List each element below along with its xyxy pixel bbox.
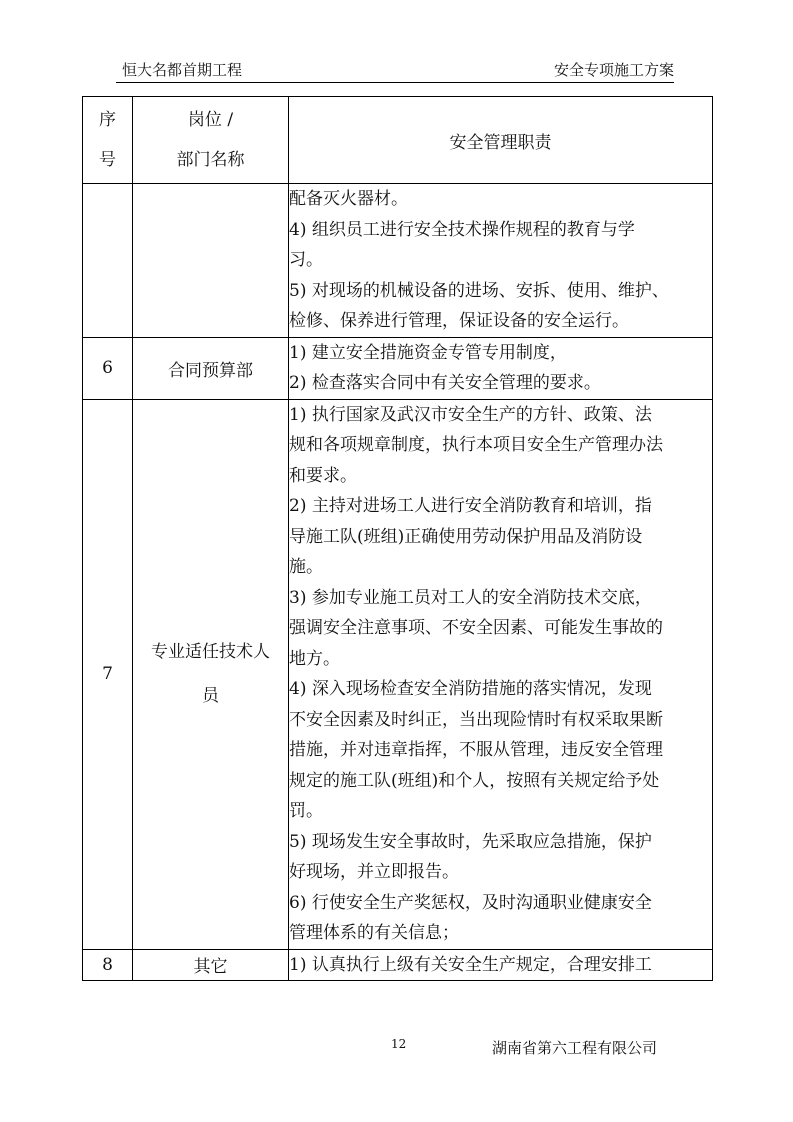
header-number-line2: 号 bbox=[99, 150, 116, 170]
duty-line: 检修、保养进行管理，保证设备的安全运行。 bbox=[289, 311, 629, 331]
row-dept-line1: 专业适任技术人 bbox=[151, 642, 270, 662]
duty-line: 强调安全注意事项、不安全因素、可能发生事故的 bbox=[289, 618, 663, 638]
header-dept-cell bbox=[133, 97, 289, 184]
duty-line: 和要求。 bbox=[289, 465, 357, 486]
header-document-title: 安全专项施工方案 bbox=[553, 61, 674, 79]
row-dept bbox=[133, 399, 289, 949]
row-dept-line2: 员 bbox=[202, 686, 219, 706]
duty-line: 不安全因素及时纠正，当出现险情时有权采取果断 bbox=[289, 709, 663, 730]
duty-line: 好现场，并立即报告。 bbox=[289, 862, 459, 882]
row-duties bbox=[289, 184, 713, 338]
duty-line: 地方。 bbox=[289, 648, 340, 669]
duties-table bbox=[82, 96, 713, 981]
duty-line: 4) 深入现场检查安全消防措施的落实情况，发现 bbox=[289, 679, 652, 699]
duty-line: 规定的施工队(班组)和个人，按照有关规定给予处 bbox=[289, 770, 660, 791]
duty-line: 1) 执行国家及武汉市安全生产的方针、政策、法 bbox=[289, 404, 652, 425]
row-dept bbox=[133, 184, 289, 338]
row-number: 8 bbox=[83, 949, 133, 981]
duty-line: 1) 认真执行上级有关安全生产规定，合理安排工 bbox=[289, 954, 652, 975]
page-number: 12 bbox=[391, 1037, 407, 1051]
duty-line: 2) 主持对进场工人进行安全消防教育和培训，指 bbox=[289, 496, 652, 516]
table-row bbox=[83, 399, 713, 949]
row-number: 7 bbox=[83, 399, 133, 949]
duty-line: 6) 行使安全生产奖惩权，及时沟通职业健康安全 bbox=[289, 892, 652, 913]
row-dept: 其它 bbox=[133, 949, 289, 981]
duty-line: 1) 建立安全措施资金专管专用制度， bbox=[289, 342, 567, 363]
duty-line: 规和各项规章制度，执行本项目安全生产管理办法 bbox=[289, 435, 663, 455]
header-dept-line1: 岗位 / bbox=[187, 110, 234, 130]
row-duties bbox=[289, 949, 713, 981]
duty-line: 4) 组织员工进行安全技术操作规程的教育与学 bbox=[289, 219, 635, 240]
duty-line: 5) 对现场的机械设备的进场、安拆、使用、维护、 bbox=[289, 280, 669, 301]
header-number-cell bbox=[83, 97, 133, 184]
duty-line: 措施，并对违章指挥，不服从管理，违反安全管理 bbox=[289, 740, 663, 760]
duty-line: 导施工队(班组)正确使用劳动保护用品及消防设 bbox=[289, 526, 643, 547]
header-project-title: 恒大名都首期工程 bbox=[122, 61, 243, 79]
duty-line: 配备灭火器材。 bbox=[289, 189, 408, 209]
duty-line: 5) 现场发生安全事故时，先采取应急措施，保护 bbox=[289, 831, 652, 852]
duty-line: 2) 检查落实合同中有关安全管理的要求。 bbox=[289, 373, 601, 393]
table-row bbox=[83, 337, 713, 399]
row-duties bbox=[289, 399, 713, 949]
row-number: 6 bbox=[83, 337, 133, 399]
duty-line: 罚。 bbox=[289, 801, 323, 821]
duty-line: 3) 参加专业施工员对工人的安全消防技术交底， bbox=[289, 587, 652, 608]
table-row bbox=[83, 184, 713, 338]
header-dept-line2: 部门名称 bbox=[176, 150, 245, 170]
row-number bbox=[83, 184, 133, 338]
duty-line: 习。 bbox=[289, 250, 323, 270]
duty-line: 管理体系的有关信息； bbox=[289, 923, 459, 943]
row-duties bbox=[289, 337, 713, 399]
footer-company: 湖南省第六工程有限公司 bbox=[492, 1039, 658, 1057]
header-number-line1: 序 bbox=[99, 110, 116, 130]
page-header bbox=[116, 58, 674, 83]
table-header-row bbox=[83, 97, 713, 184]
duty-line: 施。 bbox=[289, 557, 323, 577]
header-duty-cell: 安全管理职责 bbox=[289, 97, 713, 184]
table-row bbox=[83, 949, 713, 981]
row-dept: 合同预算部 bbox=[133, 337, 289, 399]
